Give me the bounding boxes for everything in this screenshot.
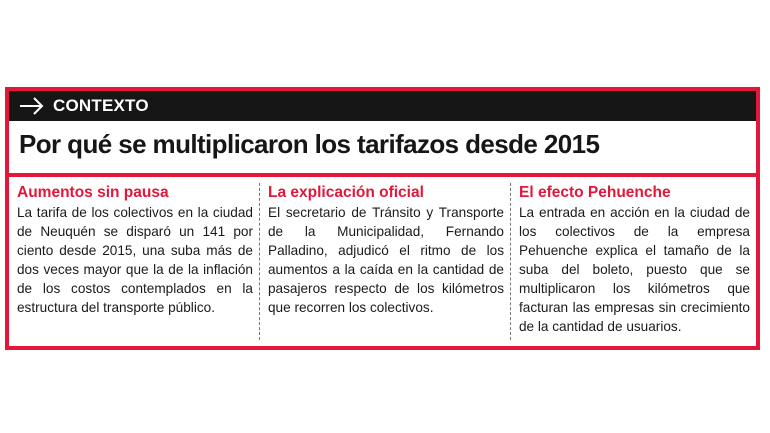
column-body: La tarifa de los colectivos en la ciudad de Neuquén se disparó un 141 por ciento desde 2015, una suba más de dos veces mayor que la de la inflación de los costos contemplados en la estructura del transporte público.	[17, 205, 253, 315]
right-arrow-icon	[19, 96, 45, 116]
column-title: Aumentos sin pausa	[17, 184, 169, 201]
section-kicker: CONTEXTO	[53, 96, 149, 115]
column-body: La entrada en acción en la ciudad de los colectivos de la empresa Pehuenche explica el tamaño de la suba del boleto, puesto que se multiplicaron los kilómetros que facturan las empresas sin crecimiento de la cantidad de usuarios.	[519, 205, 750, 334]
column-explicacion	[259, 183, 510, 340]
column-aumentos	[9, 183, 259, 340]
column-pehuenche	[510, 183, 756, 340]
column-body: El secretario de Tránsito y Transporte de la Municipalidad, Fernando Palladino, adjudicó el ritmo de los aumentos a la caída en la cantidad de pasajeros respecto de los kilómetros que recorren los colectivos.	[268, 205, 504, 315]
headline: Por qué se multiplicaron los tarifazos desde 2015	[19, 129, 600, 159]
column-title: La explicación oficial	[268, 184, 424, 201]
header-bar	[9, 91, 756, 121]
columns	[9, 183, 756, 340]
context-box	[5, 87, 760, 350]
column-title: El efecto Pehuenche	[519, 184, 671, 201]
divider	[9, 173, 756, 177]
